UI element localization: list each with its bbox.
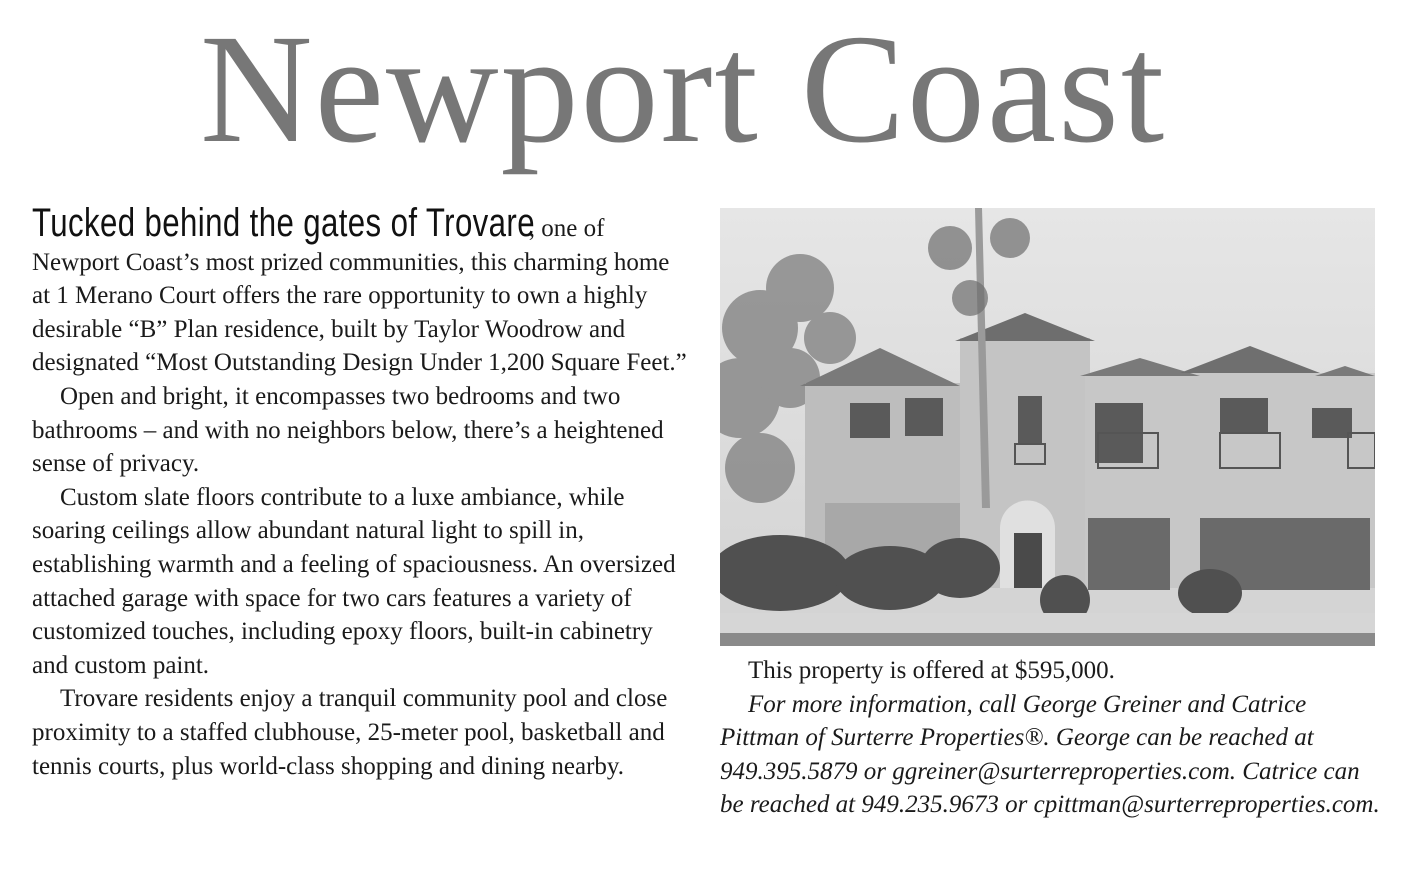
article-paragraph-2: Open and bright, it encompasses two bedrooms and two bathrooms – and with no neighbors below, there’s a heightened sense of privacy. [32,382,664,478]
price-line: This property is offered at $595,000. [748,657,1115,684]
house-photo [720,208,1375,646]
lead-in: Tucked behind the gates of Trovare [32,201,535,245]
property-info [720,654,1380,822]
article-paragraph-1 [32,203,692,380]
masthead-title: Newport Coast [200,2,1167,175]
article-paragraph-3: Custom slate floors contribute to a luxe ambiance, while soaring ceilings allow abundant natural light to spill in, establishing warmth and a feeling of spaciousness. An oversized attached garage with space for two cars features a variety of customized touches, including epoxy floors, built-in cabinetry and custom paint. [32,483,676,679]
article-body [32,203,692,783]
paragraph-1-text: , one of Newport Coast’s most prized communities, this charming home at 1 Merano Court offers the rare opportunity to own a highly desirable “B” Plan residence, built by Taylor Woodrow and designated “Most Outstanding Design Under 1,200 Square Feet.” [32,215,687,377]
house-illustration [720,208,1375,646]
contact-info: For more information, call George Greiner and Catrice Pittman of Surterre Properties®. George can be reached at 949.395.5879 or ggreiner@surterreproperties.com. Catrice can be reached at 949.235.9673 or cpittman@surterreproperties.com. [720,690,1380,819]
article-paragraph-4: Trovare residents enjoy a tranquil community pool and close proximity to a staffed clubhouse, 25-meter pool, basketball and tennis courts, plus world-class shopping and dining nearby. [32,685,668,780]
